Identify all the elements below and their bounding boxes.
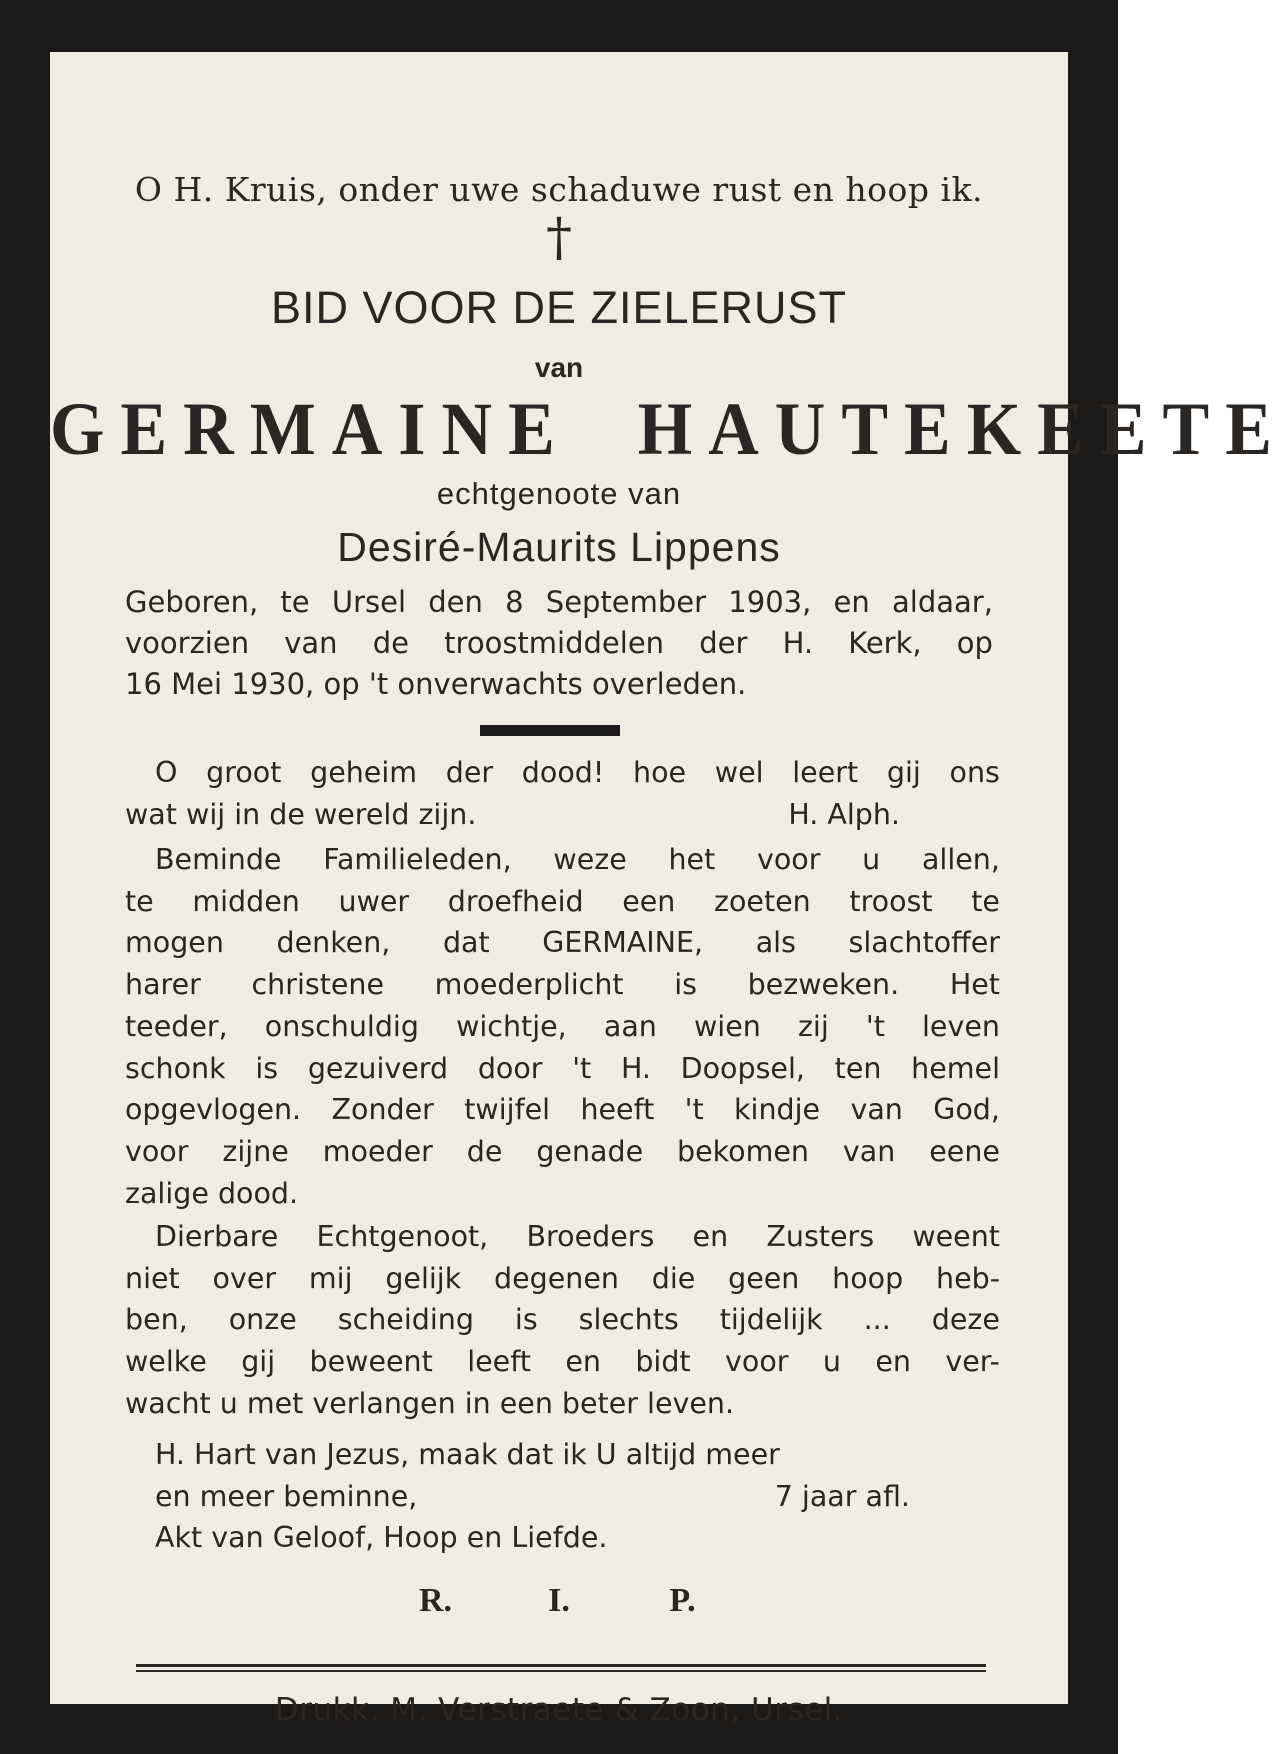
closing-line: Akt van Geloof, Hoop en Liefde.	[155, 1521, 608, 1555]
closing-line-2	[125, 1476, 1000, 1518]
paragraph-line: Beminde Familieleden, weze het voor u allen,	[155, 843, 1000, 876]
rip-letter: I.	[548, 1582, 570, 1619]
paragraph-line: schonk is gezuiverd door 't H. Doopsel, ten hemel	[125, 1051, 1000, 1085]
closing-line: H. Hart van Jezus, maak dat ik U altijd meer	[155, 1438, 780, 1471]
quote-source: H. Alph.	[788, 797, 900, 831]
biography	[125, 582, 993, 705]
paragraph-line: welke gij beweent leeft en bidt voor u en ver-	[125, 1345, 1000, 1379]
indulgence-note: 7 jaar afl.	[774, 1479, 910, 1513]
paragraph-line: niet over mij gelijk degenen die geen hoop heb-	[125, 1261, 1000, 1295]
quote-line: O groot geheim der dood! hoe wel leert gij ons	[155, 756, 1000, 789]
card-paper	[50, 52, 1288, 1728]
closing-text: en meer beminne,	[155, 1479, 418, 1513]
rip-initials	[50, 1582, 1068, 1620]
bio-line: 16 Mei 1930, op 't onverwachts overleden.	[125, 667, 747, 701]
spouse-label: echtgenoote van	[436, 476, 682, 511]
paragraph-line: wacht u met verlangen in een beter leven.	[125, 1386, 735, 1420]
spouse-name: Desiré-Maurits Lippens	[337, 524, 781, 570]
cross-icon: †	[546, 208, 572, 268]
rip-letter: P.	[669, 1582, 696, 1619]
paragraph-line: Dierbare Echtgenoot, Broeders en Zusters weent	[155, 1220, 1000, 1253]
paragraph-line: ben, onze scheiding is slechts tijdelijk ... deze	[125, 1303, 1000, 1337]
spouse-paragraph	[125, 1216, 1000, 1425]
deceased-name: GERMAINE HAUTEKEETE	[50, 387, 1288, 472]
paragraph-line: harer christene moederplicht is bezweken. Het	[125, 968, 1000, 1002]
paragraph-line: teeder, onschuldig wichtje, aan wien zij 't leven	[125, 1009, 1000, 1043]
separator-bar	[480, 725, 620, 736]
closing-prayers	[125, 1434, 1000, 1559]
paragraph-line: zalige dood.	[125, 1176, 299, 1210]
quote-alphonsus	[125, 752, 1000, 835]
paragraph-line: mogen denken, dat GERMAINE, als slachtoffer	[125, 926, 1000, 960]
quote-line-2	[125, 794, 1000, 836]
quote-text: wat wij in de wereld zijn.	[125, 797, 477, 831]
paragraph-line: voor zijne moeder de genade bekomen van eene	[125, 1134, 1000, 1168]
family-paragraph	[125, 839, 1000, 1214]
double-rule	[136, 1664, 986, 1672]
paragraph-line: te midden uwer droefheid een zoeten troost te	[125, 884, 1000, 918]
bio-line: voorzien van de troostmiddelen der H. Kerk, op	[125, 626, 993, 660]
paragraph-line: opgevlogen. Zonder twijfel heeft 't kindje van God,	[125, 1093, 1000, 1127]
printer-credit: Drukk. M. Verstraete & Zoon, Ursel.	[274, 1692, 844, 1728]
rip-letter: R.	[418, 1582, 453, 1619]
opening-prayer: O H. Kruis, onder uwe schaduwe rust en hoop ik.	[134, 170, 984, 209]
card-title: BID VOOR DE ZIELERUST	[270, 282, 848, 333]
van-label: van	[534, 352, 584, 383]
bio-line: Geboren, te Ursel den 8 September 1903, en aldaar,	[125, 585, 993, 619]
